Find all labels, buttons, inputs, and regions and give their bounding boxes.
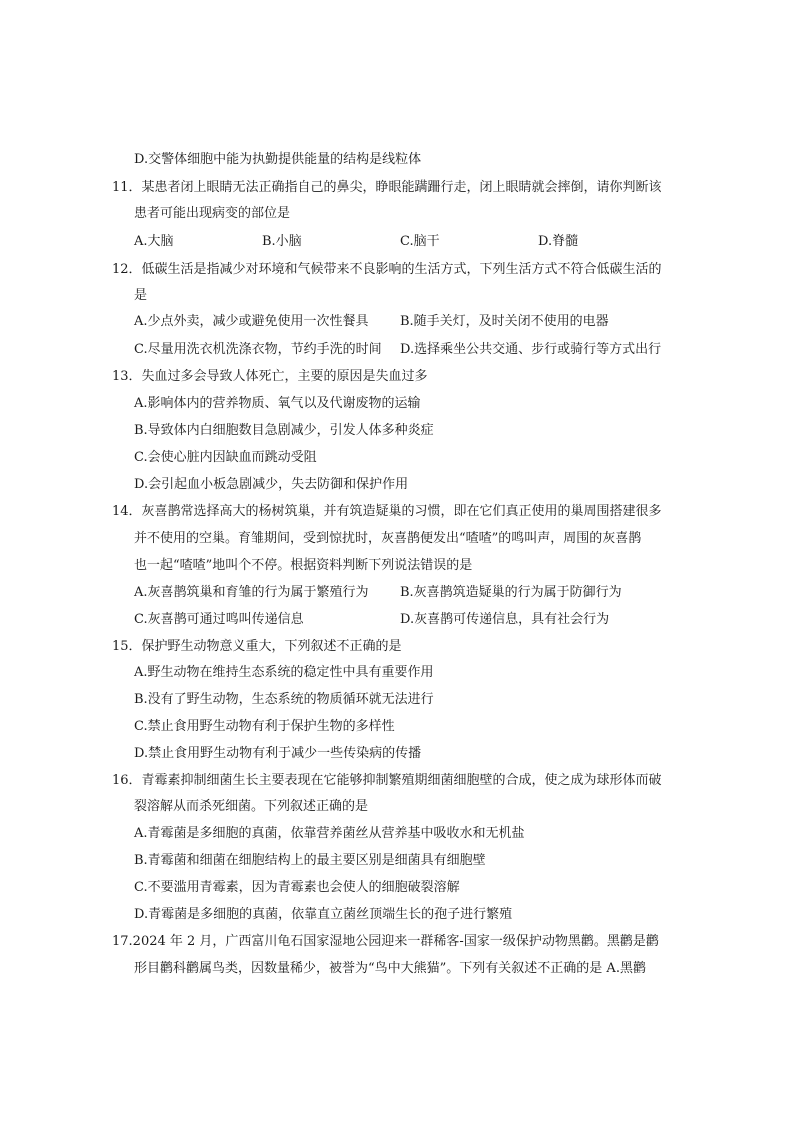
q15-option-a: A.野生动物在维持生态系统的稳定性中具有重要作用: [134, 665, 434, 680]
q12-option-a: A.少点外卖，减少或避免使用一次性餐具: [134, 314, 369, 329]
q11-stem-line2: 患者可能出现病变的部位是: [134, 206, 291, 221]
q12-stem-line1: 12．低碳生活是指减少对环境和气候带来不良影响的生活方式，下列生活方式不符合低碳生活的: [112, 262, 662, 277]
q14-stem-line3: 也一起“喳喳”地叫个不停。根据资料判断下列说法错误的是: [134, 558, 473, 573]
q16-option-a: A.青霉菌是多细胞的真菌，依靠营养菌丝从营养基中吸收水和无机盐: [134, 826, 525, 841]
q17-stem-line1: 17.2024 年 2 月，广西富川龟石国家湿地公园迎来一群稀客-国家一级保护动物黑鹳。黑鹳是鹳: [112, 934, 659, 949]
q14-option-c: C.灰喜鹊可通过鸣叫传递信息: [134, 612, 304, 627]
q11-stem-line1: 11．某患者闭上眼睛无法正确指自己的鼻尖，睁眼能蹒跚行走，闭上眼睛就会摔倒，请你判断该: [112, 180, 662, 195]
q12-stem-line2: 是: [134, 288, 148, 303]
q16-option-d: D.青霉菌是多细胞的真菌，依靠直立菌丝顶端生长的孢子进行繁殖: [134, 907, 513, 922]
q14-option-d: D.灰喜鹊可传递信息，具有社会行为: [400, 612, 610, 627]
q12-option-c: C.尽量用洗衣机洗涤衣物，节约手洗的时间: [134, 342, 382, 357]
q11-option-d: D.脊髓: [538, 234, 579, 249]
q12-option-d: D.选择乘坐公共交通、步行或骑行等方式出行: [400, 342, 662, 357]
q13-option-d: D.会引起血小板急剧减少，失去防御和保护作用: [134, 477, 409, 492]
q10-option-d: D.交警体细胞中能为执勤提供能量的结构是线粒体: [134, 152, 422, 167]
q16-stem-line2: 裂溶解从而杀死细菌。下列叙述正确的是: [134, 799, 369, 814]
q15-option-c: C.禁止食用野生动物有利于保护生物的多样性: [134, 719, 395, 734]
q12-option-b: B.随手关灯，及时关闭不使用的电器: [400, 314, 609, 329]
q11-option-a: A.大脑: [134, 234, 174, 249]
q13-option-c: C.会使心脏内因缺血而跳动受阻: [134, 450, 317, 465]
q14-option-b: B.灰喜鹊筑造疑巢的行为属于防御行为: [400, 585, 622, 600]
q13-option-b: B.导致体内白细胞数目急剧减少，引发人体多种炎症: [134, 423, 434, 438]
q11-option-b: B.小脑: [262, 234, 302, 249]
q15-option-d: D.禁止食用野生动物有利于减少一些传染病的传播: [134, 746, 422, 761]
q14-option-a: A.灰喜鹊筑巢和育雏的行为属于繁殖行为: [134, 585, 369, 600]
q16-option-b: B.青霉菌和细菌在细胞结构上的最主要区别是细菌具有细胞壁: [134, 853, 486, 868]
q13-option-a: A.影响体内的营养物质、氧气以及代谢废物的运输: [134, 396, 421, 411]
q15-stem: 15．保护野生动物意义重大，下列叙述不正确的是: [112, 639, 402, 654]
q11-option-c: C.脑干: [400, 234, 440, 249]
q13-stem: 13．失血过多会导致人体死亡，主要的原因是失血过多: [112, 369, 428, 384]
q15-option-b: B.没有了野生动物，生态系统的物质循环就无法进行: [134, 692, 434, 707]
q16-stem-line1: 16．青霉素抑制细菌生长主要表现在它能够抑制繁殖期细菌细胞壁的合成，使之成为球形体而破: [112, 773, 662, 788]
q16-option-c: C.不要滥用青霉素，因为青霉素也会使人的细胞破裂溶解: [134, 880, 460, 895]
q14-stem-line2: 并不使用的空巢。育雏期间，受到惊扰时，灰喜鹊便发出“喳喳”的鸣叫声，周围的灰喜鹊: [134, 531, 642, 546]
q14-stem-line1: 14．灰喜鹊常选择高大的杨树筑巢，并有筑造疑巢的习惯，即在它们真正使用的巢周围搭建很多: [112, 504, 662, 519]
q17-stem-line2: 形目鹳科鹳属鸟类，因数量稀少，被誉为“鸟中大熊猫”。下列有关叙述不正确的是 A.黑鹳: [134, 961, 646, 976]
